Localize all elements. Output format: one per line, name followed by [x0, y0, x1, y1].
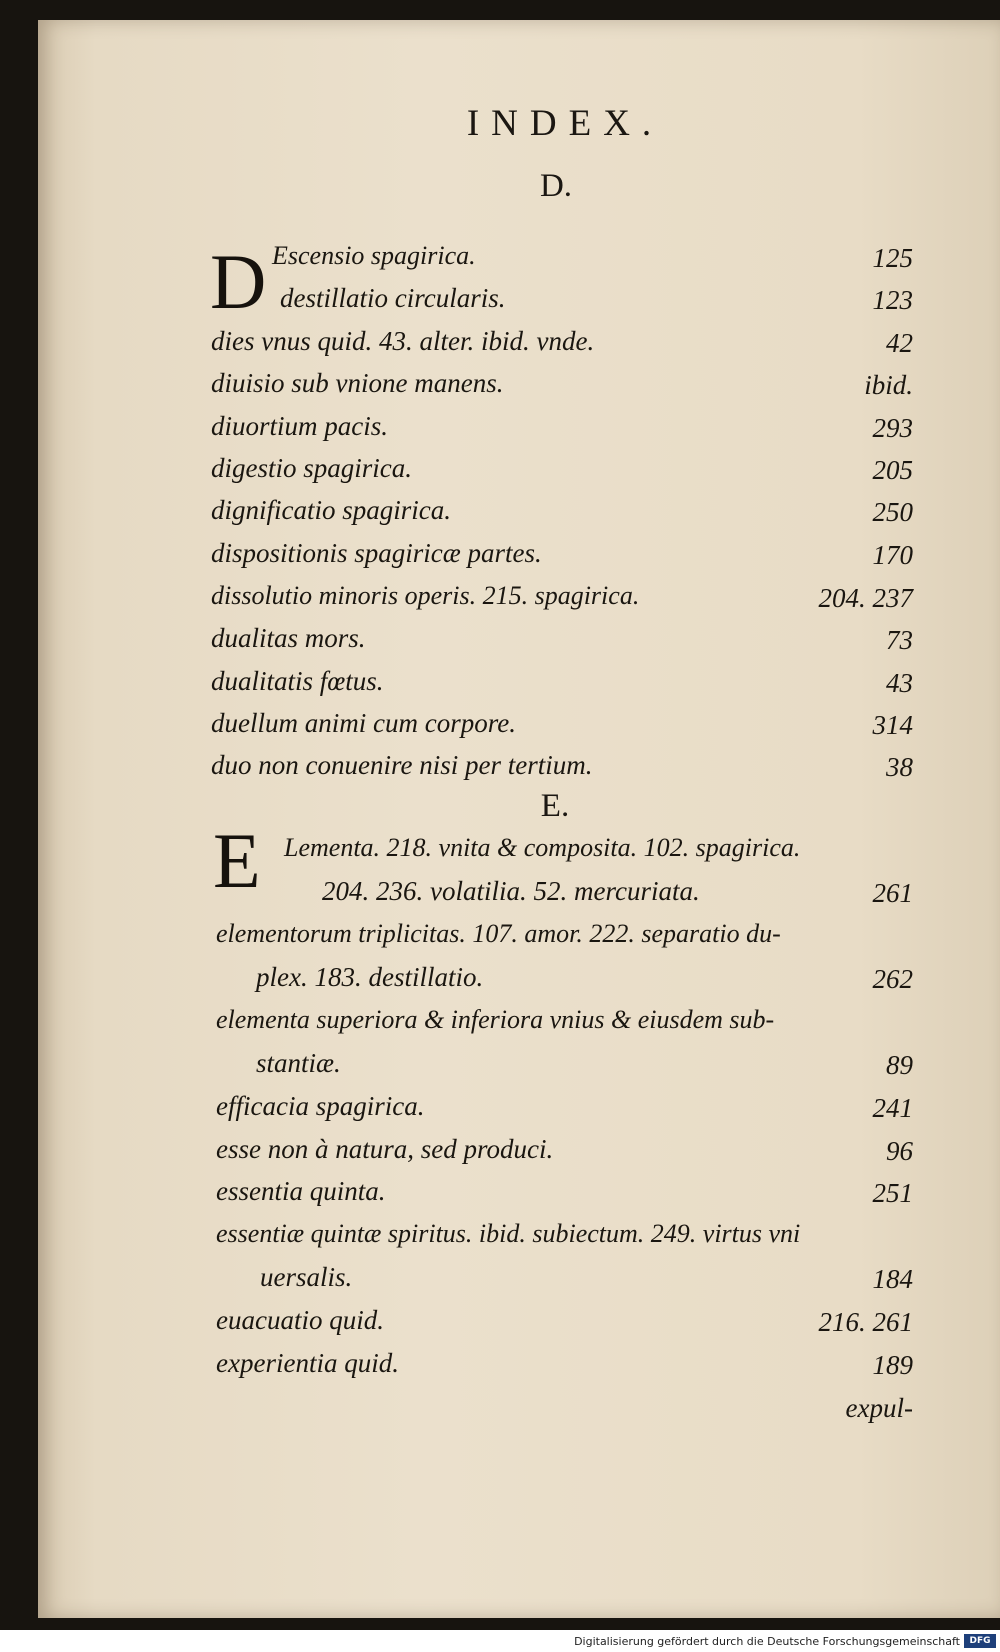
- index-entry: essentia quinta.: [216, 1176, 386, 1206]
- section-letter-d: D.: [539, 168, 573, 204]
- dfg-logo: DFG: [964, 1634, 996, 1648]
- index-page-ref: 73: [886, 625, 913, 655]
- index-page-ref: ibid.: [864, 370, 913, 400]
- index-entry: dissolutio minoris operis. 215. spagirica.: [211, 581, 640, 610]
- index-entry: essentiæ quintæ spiritus. ibid. subiectum. 249. virtus vni: [216, 1219, 801, 1248]
- index-entry: 204. 236. volatilia. 52. mercuriata.: [322, 876, 700, 906]
- index-page-ref: 205: [872, 455, 913, 485]
- index-page-ref: 314: [872, 710, 913, 740]
- index-page-ref: 38: [886, 752, 913, 782]
- index-page-ref: 262: [872, 964, 913, 994]
- index-entry: duellum animi cum corpore.: [211, 708, 516, 738]
- index-page-ref: 42: [886, 328, 913, 358]
- index-page-ref: 250: [872, 497, 913, 527]
- index-entry: destillatio circularis.: [280, 283, 506, 313]
- index-entry: Lementa. 218. vnita & composita. 102. spagirica.: [284, 833, 801, 862]
- index-page-ref: 241: [872, 1093, 913, 1123]
- index-page-ref: 125: [872, 243, 913, 273]
- index-entry: elementorum triplicitas. 107. amor. 222. separatio du-: [216, 919, 781, 948]
- index-page-ref: 204. 237: [818, 583, 913, 613]
- index-entry: experientia quid.: [216, 1348, 399, 1378]
- index-page-ref: 251: [872, 1178, 913, 1208]
- page-heading: INDEX.: [466, 103, 664, 144]
- index-entry: dispositionis spagiricæ partes.: [211, 538, 542, 568]
- index-page-ref: 189: [872, 1350, 913, 1380]
- index-page-ref: 184: [872, 1264, 913, 1294]
- index-entry: efficacia spagirica.: [216, 1091, 425, 1121]
- index-entry: dualitatis fœtus.: [211, 666, 384, 696]
- index-entry: stantiæ.: [256, 1048, 341, 1078]
- section-letter-e: E.: [540, 788, 570, 824]
- drop-cap-d: D: [210, 238, 267, 325]
- index-entry: diuortium pacis.: [211, 411, 389, 441]
- index-entry: elementa superiora & inferiora vnius & eiusdem sub-: [216, 1005, 775, 1034]
- footer-credit: Digitalisierung gefördert durch die Deutsche Forschungsgemeinschaft: [574, 1635, 960, 1648]
- index-entry: diuisio sub vnione manens.: [211, 368, 504, 398]
- index-entry: duo non conuenire nisi per tertium.: [211, 750, 593, 780]
- index-page-ref: 89: [886, 1050, 913, 1080]
- index-entry: dies vnus quid. 43. alter. ibid. vnde.: [211, 326, 595, 356]
- index-page-ref: 293: [872, 413, 913, 443]
- index-page-ref: 123: [872, 285, 913, 315]
- index-entry: euacuatio quid.: [216, 1305, 384, 1335]
- index-page-ref: 261: [872, 878, 913, 908]
- index-page-ref: 96: [886, 1136, 913, 1166]
- index-entry: digestio spagirica.: [211, 453, 412, 483]
- index-page-ref: 216. 261: [818, 1307, 913, 1337]
- index-entry: Escensio spagirica.: [272, 241, 476, 270]
- index-entry: dignificatio spagirica.: [211, 495, 451, 525]
- drop-cap-e: E: [213, 817, 261, 904]
- catchword: expul-: [845, 1393, 913, 1423]
- index-entry: dualitas mors.: [211, 623, 366, 653]
- index-page-ref: 170: [872, 540, 913, 570]
- index-entry: uersalis.: [260, 1262, 353, 1292]
- index-page-ref: 43: [886, 668, 913, 698]
- footer-bar: [0, 1630, 1000, 1652]
- index-entry: plex. 183. destillatio.: [256, 962, 484, 992]
- index-entry: esse non à natura, sed produci.: [216, 1134, 554, 1164]
